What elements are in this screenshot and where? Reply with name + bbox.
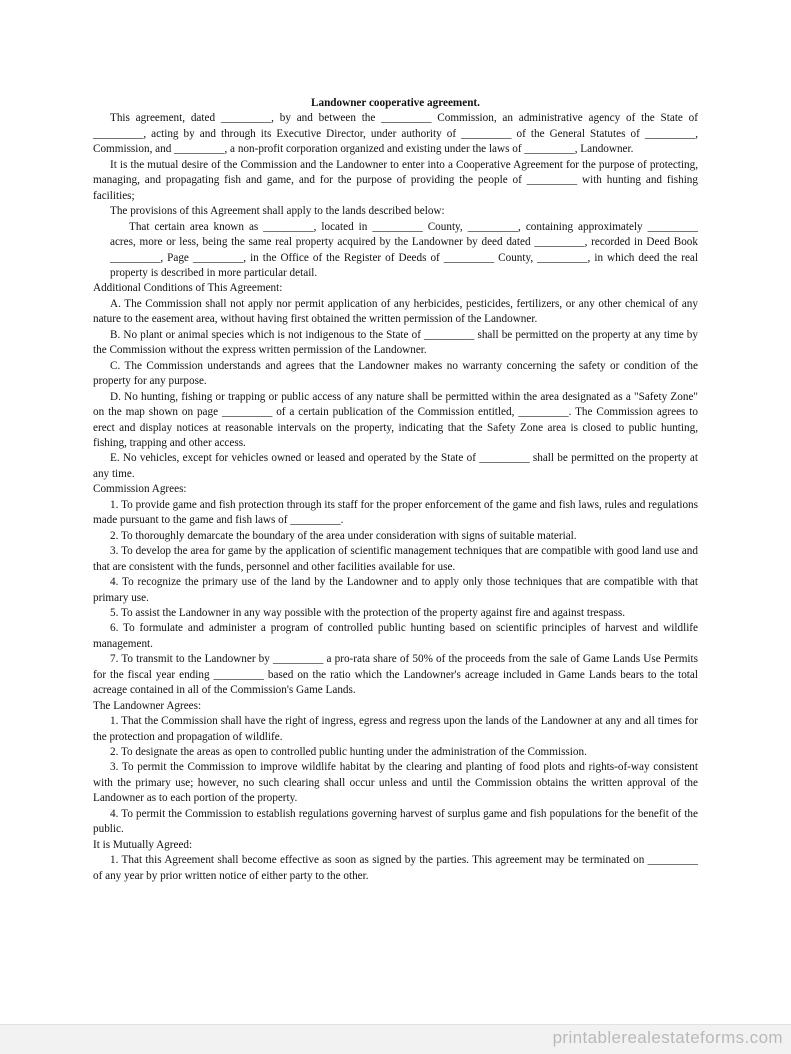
mutual-item: 1. That this Agreement shall become effective as soon as signed by the parties. This agreement may be terminated on _________ of any year by prior written notice of either party to the other. xyxy=(93,854,698,882)
landowner-item: 2. To designate the areas as open to controlled public hunting under the administration of the Commission. xyxy=(110,746,587,759)
landowner-agrees-heading: The Landowner Agrees: xyxy=(93,699,202,712)
document-title: Landowner cooperative agreement. xyxy=(311,97,480,109)
provisions-intro: The provisions of this Agreement shall apply to the lands described below: xyxy=(110,205,445,218)
land-description: That certain area known as _________, located in _________ County, _________, containing approximately _________ acres, more or less, being the same real property acquired by the Landowner by deed dated _________, recorded in Deed Book _________, Page _________, in the Office of the Register of Deeds of _________ County, _________, in which deed the real property is described in more particular detail. xyxy=(110,220,698,279)
commission-item: 1. To provide game and fish protection through its staff for the proper enforcement of the game and fish laws, rules and regulations made pursuant to the game and fish laws of _________. xyxy=(93,498,698,527)
landowner-item: 3. To permit the Commission to improve wildlife habitat by the clearing and planting of food plots and rights-of-way consistent with the primary use; however, no such clearing shall occur unless and until the Commission obtains the written approval of the Landowner as to each portion of the property. xyxy=(93,761,698,805)
commission-item: 6. To formulate and administer a program of controlled public hunting based on scientific principles of harvest and wildlife management. xyxy=(93,622,698,650)
intro-paragraph: This agreement, dated _________, by and between the _________ Commission, an administrative agency of the State of _________, acting by and through its Executive Director, under authority of _________ of the General Statutes of _________, Commission, and _________, a non-profit corporation organized and existing under the laws of _________, Landowner. xyxy=(93,112,698,156)
condition-item: E. No vehicles, except for vehicles owned or leased and operated by the State of _________ shall be permitted on the property at any time. xyxy=(93,452,698,480)
condition-item: A. The Commission shall not apply nor permit application of any herbicides, pesticides, fertilizers, or any other chemical of any nature to the easement area, without having first obtained the written permission of the Landowner. xyxy=(93,297,698,326)
mutually-agreed-heading: It is Mutually Agreed: xyxy=(93,838,193,851)
condition-item: D. No hunting, fishing or trapping or public access of any nature shall be permitted within the area designated as a "Safety Zone" on the map shown on page _________ of a certain publication of the Commission entitled, _________. The Commission agrees to erect and display notices at reasonable intervals on the property, indicating that the Safety Zone area is closed to public hunting, fishing, trapping and other access. xyxy=(93,390,698,449)
commission-item: 3. To develop the area for game by the application of scientific management techniques that are compatible with good land use and that are consistent with the funds, personnel and other facilities available for use. xyxy=(93,545,698,573)
additional-conditions-heading: Additional Conditions of This Agreement: xyxy=(93,282,283,295)
condition-item: B. No plant or animal species which is not indigenous to the State of _________ shall be permitted on the property at any time by the Commission without the express written permission of the Landowner. xyxy=(93,328,698,357)
watermark-text: printablerealestateforms.com xyxy=(552,1028,783,1047)
commission-item: 7. To transmit to the Landowner by _________ a pro-rata share of 50% of the proceeds from the sale of Game Lands Use Permits for the fiscal year ending _________ based on the ratio which the Landowner's acreage included in Game Lands bears to the total acreage contained in all of the Commission's Game Lands. xyxy=(93,653,698,697)
commission-item: 2. To thoroughly demarcate the boundary of the area under consideration with signs of suitable material. xyxy=(110,529,577,542)
watermark-footer xyxy=(0,1024,791,1054)
condition-item: C. The Commission understands and agrees that the Landowner makes no warranty concerning the safety or condition of the property for any purpose. xyxy=(93,359,698,388)
purpose-paragraph: It is the mutual desire of the Commission and the Landowner to enter into a Cooperative Agreement for the purpose of protecting, managing, and propagating fish and game, and for the purpose of providing the people of _________ with hunting and fishing facilities; xyxy=(93,158,698,202)
landowner-item: 4. To permit the Commission to establish regulations governing harvest of surplus game and fish populations for the benefit of the public. xyxy=(93,807,698,836)
commission-item: 4. To recognize the primary use of the land by the Landowner and to apply only those techniques that are compatible with that primary use. xyxy=(93,576,698,604)
commission-agrees-heading: Commission Agrees: xyxy=(93,483,187,496)
landowner-item: 1. That the Commission shall have the right of ingress, egress and regress upon the lands of the Landowner at any and all times for the protection and propagation of wildlife. xyxy=(93,715,698,743)
document-body xyxy=(93,96,698,884)
commission-item: 5. To assist the Landowner in any way possible with the protection of the property against fire and against trespass. xyxy=(110,606,626,619)
